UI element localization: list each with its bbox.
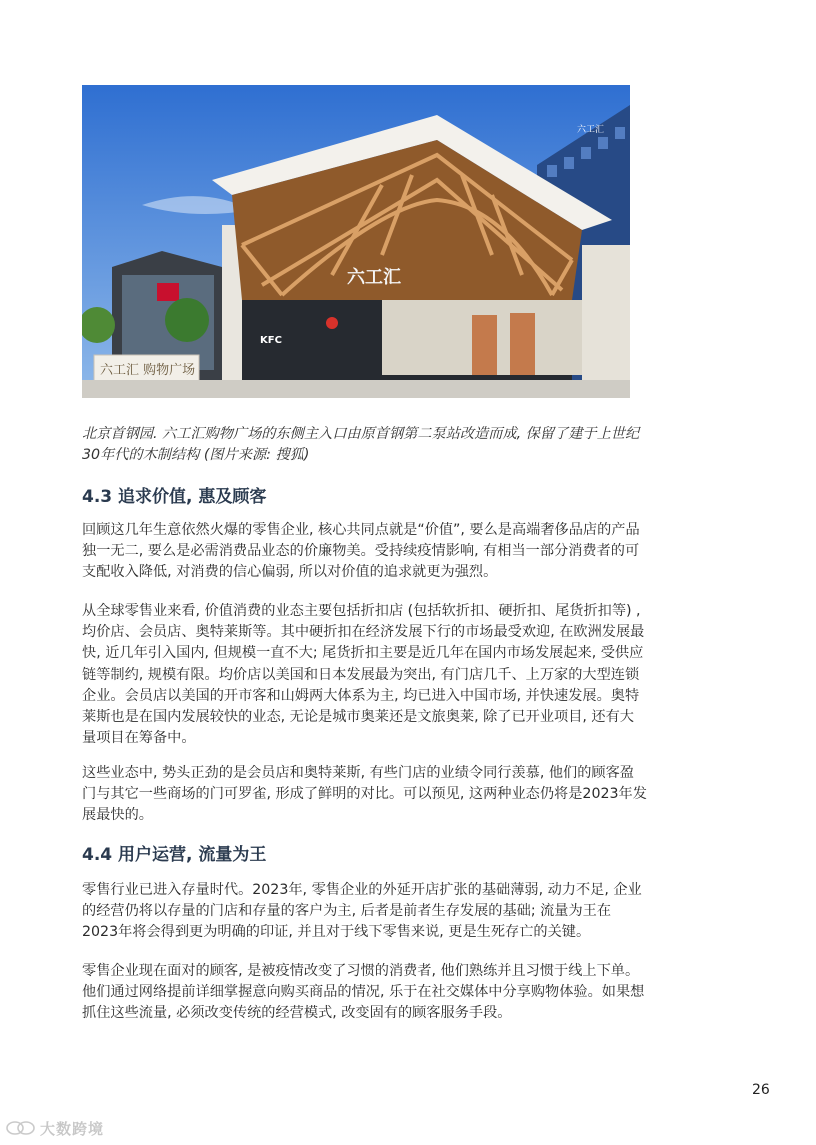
paragraph: 这些业态中, 势头正劲的是会员店和奥特莱斯, 有些门店的业绩令同行羡慕, 他们的顾客盈门与其它一些商场的门可罗雀, 形成了鲜明的对比。可以预见, 这两种业态仍将是2023年发展最快的。 xyxy=(82,765,647,824)
page-number: 26 xyxy=(752,1082,770,1098)
paragraph: 零售企业现在面对的顾客, 是被疫情改变了习惯的消费者, 他们熟练并且习惯于线上下单。他们通过网络提前详细掌握意向购买商品的情况, 乐于在社交媒体中分享购物体验。如果想抓住这些流量, 必须改变传统的经营模式, 改变固有的顾客服务手段。 xyxy=(82,963,645,1022)
section-heading-4-3: 4.3 追求价值, 惠及顾客 xyxy=(82,487,267,507)
section-heading-4-4: 4.4 用户运营, 流量为王 xyxy=(82,845,267,865)
kfc-logo xyxy=(157,283,179,301)
paragraph: 回顾这几年生意依然火爆的零售企业, 核心共同点就是“价值”, 要么是高端奢侈品店的产品独一无二, 要么是必需消费品业态的价廉物美。受持续疫情影响, 有相当一部分消费者的可支配收入降低, 对消费的信心偏弱, 所以对价值的追求就更为强烈。 xyxy=(82,522,640,581)
office-sign: 六工汇 xyxy=(577,125,605,135)
plaza xyxy=(82,380,630,398)
building-photo-illustration xyxy=(82,85,630,398)
watermark-text: 大数跨境 xyxy=(40,1119,105,1138)
chat-bubble-logo-icon xyxy=(6,1120,36,1136)
pavilion-right-wall xyxy=(582,245,630,385)
lantern xyxy=(326,317,338,329)
building-photo xyxy=(82,85,630,398)
paragraph: 从全球零售业来看, 价值消费的业态主要包括折扣店 (包括软折扣、硬折扣、尾货折扣等) , 均价店、会员店、奥特莱斯等。其中硬折扣在经济发展下行的市场最受欢迎, 在欧洲发展最快, 近几年引入国内, 但规模一直不大; 尾货折扣主要是近几年在国内市场发展起来, 受供应链等制约, 规模有限。均价店以美国和日本发展最为突出, 有门店几千、上万家的大型连锁企业。会员店以美国的开市客和山姆两大体系为主, 均已进入中国市场, 并快速发展。奥特莱斯也是在国内发展较快的业态, 无论是城市奥莱还是文旅奥莱, 除了已开业项目, 还有大量项目在筹备中。 xyxy=(82,603,645,747)
figure-caption: 北京首钢园. 六工汇购物广场的东侧主入口由原首钢第二泵站改造而成, 保留了建于上世纪30年代的木制结构 (图片来源: 搜狐) xyxy=(82,426,640,464)
tree xyxy=(165,298,209,342)
building-sign: 六工汇 xyxy=(347,267,401,288)
watermark xyxy=(6,1117,104,1139)
ground-sign-text: 六工汇 购物广场 xyxy=(100,363,196,378)
kfc-sign: KFC xyxy=(260,335,282,346)
paragraph: 零售行业已进入存量时代。2023年, 零售企业的外延开店扩张的基础薄弱, 动力不足, 企业的经营仍将以存量的门店和存量的客户为主, 后者是前者生存发展的基础; 流量为王在2023年将会得到更为明确的印证, 并且对于线下零售来说, 更是生死存亡的关键。 xyxy=(82,882,642,941)
